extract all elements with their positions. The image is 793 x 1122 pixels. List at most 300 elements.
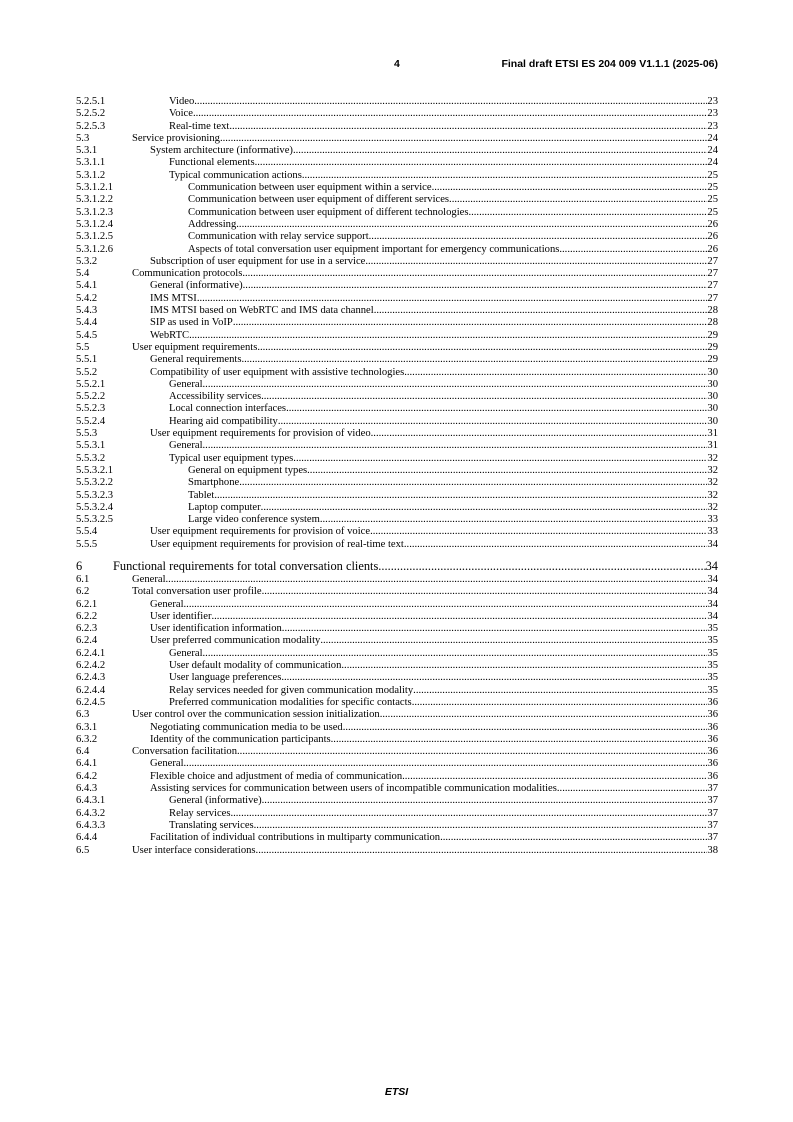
toc-entry-page: 28 xyxy=(707,305,718,317)
toc-entry-line xyxy=(150,256,718,268)
toc-entry-line xyxy=(150,832,718,844)
toc-entry-title: User equipment requirements for provision of voice xyxy=(150,526,371,538)
toc-entry-line xyxy=(188,219,718,231)
toc-entry-number: 6.2.4.3 xyxy=(76,672,106,684)
toc-entry-page: 30 xyxy=(707,378,718,390)
toc-entry-title: General xyxy=(150,598,184,610)
toc-entry-line xyxy=(150,428,718,440)
toc-entry-line xyxy=(188,244,718,256)
toc-entry-line xyxy=(150,354,718,366)
page-header xyxy=(76,58,718,74)
toc-dot-leader xyxy=(256,845,708,857)
toc-entry[interactable] xyxy=(76,820,718,832)
toc-entry-page: 38 xyxy=(707,844,718,856)
toc-entry[interactable] xyxy=(76,502,718,514)
toc-entry[interactable] xyxy=(76,660,718,672)
toc-entry-number: 5.4.3 xyxy=(76,305,98,317)
toc-entry-line xyxy=(169,685,718,697)
toc-entry-page: 35 xyxy=(707,672,718,684)
toc-entry-page: 27 xyxy=(707,268,718,280)
toc-entry-title: User identifier xyxy=(150,610,212,622)
toc-dot-leader xyxy=(404,539,708,551)
toc-entry-number: 6.4.2 xyxy=(76,770,98,782)
toc-entry-page: 36 xyxy=(707,758,718,770)
toc-entry-page: 31 xyxy=(707,428,718,440)
toc-entry-page: 35 xyxy=(707,635,718,647)
toc-dot-leader xyxy=(320,635,707,647)
toc-entry-number: 5.5.3 xyxy=(76,428,98,440)
toc-entry-page: 36 xyxy=(707,721,718,733)
toc-entry-page: 32 xyxy=(707,489,718,501)
toc-entry[interactable] xyxy=(76,170,718,182)
toc-entry[interactable] xyxy=(76,440,718,452)
toc-entry[interactable] xyxy=(76,559,718,574)
toc-entry-number: 6.5 xyxy=(76,844,90,856)
toc-entry[interactable] xyxy=(76,317,718,329)
toc-entry-title: General xyxy=(132,573,166,585)
table-of-contents xyxy=(76,96,718,857)
toc-entry-number: 6.2.4.4 xyxy=(76,684,106,696)
toc-entry-page: 34 xyxy=(707,586,718,598)
toc-entry[interactable] xyxy=(76,832,718,844)
toc-entry-title: Aspects of total conversation user equipment important for emergency communications xyxy=(188,243,560,255)
toc-dot-leader xyxy=(257,342,707,354)
toc-entry-line xyxy=(169,96,718,108)
toc-dot-leader xyxy=(262,795,708,807)
toc-entry-page: 34 xyxy=(707,610,718,622)
toc-entry[interactable] xyxy=(76,145,718,157)
toc-entry[interactable] xyxy=(76,293,718,305)
toc-dot-leader xyxy=(189,330,707,342)
toc-entry-line xyxy=(150,280,718,292)
toc-entry-title: Typical communication actions xyxy=(169,169,302,181)
toc-entry-title: General on equipment types xyxy=(188,464,308,476)
toc-entry-number: 5.5.3.1 xyxy=(76,440,106,452)
toc-entry-line xyxy=(150,367,718,379)
toc-entry-line xyxy=(132,845,718,857)
toc-entry[interactable] xyxy=(76,157,718,169)
toc-entry-title: Hearing aid compatibility xyxy=(169,415,278,427)
toc-entry-title: General (informative) xyxy=(150,280,243,292)
toc-entry-number: 5.3.1.2.1 xyxy=(76,182,114,194)
toc-entry-number: 6.2.4 xyxy=(76,635,98,647)
toc-entry[interactable] xyxy=(76,477,718,489)
toc-entry[interactable] xyxy=(76,722,718,734)
toc-entry-title: Typical user equipment types xyxy=(169,452,294,464)
toc-entry-page: 26 xyxy=(707,218,718,230)
toc-entry-line xyxy=(188,231,718,243)
toc-entry-number: 5.3.1 xyxy=(76,145,98,157)
toc-entry[interactable] xyxy=(76,635,718,647)
toc-entry-page: 37 xyxy=(707,807,718,819)
toc-entry[interactable] xyxy=(76,648,718,660)
toc-dot-leader xyxy=(341,660,707,672)
toc-entry[interactable] xyxy=(76,783,718,795)
toc-entry-title: Translating services xyxy=(169,819,254,831)
toc-entry-number: 5.5.3.2.1 xyxy=(76,464,114,476)
toc-entry-page: 28 xyxy=(707,317,718,329)
toc-dot-leader xyxy=(203,440,708,452)
toc-entry[interactable] xyxy=(76,697,718,709)
toc-entry[interactable] xyxy=(76,342,718,354)
toc-entry-number: 5.4.2 xyxy=(76,292,98,304)
toc-dot-leader xyxy=(236,219,707,231)
toc-entry-number: 5.5.2.1 xyxy=(76,378,106,390)
toc-entry-title: Functional elements xyxy=(169,157,255,169)
toc-dot-leader xyxy=(293,145,707,157)
toc-entry[interactable] xyxy=(76,354,718,366)
toc-entry-title: User default modality of communication xyxy=(169,660,342,672)
toc-entry-line xyxy=(188,514,718,526)
toc-entry-page: 36 xyxy=(707,746,718,758)
toc-dot-leader xyxy=(432,182,708,194)
toc-entry-title: General xyxy=(150,758,184,770)
toc-dot-leader xyxy=(320,514,708,526)
toc-entry-title: Communication between user equipment of different technologies xyxy=(188,206,469,218)
toc-entry-line xyxy=(169,697,718,709)
toc-entry-line xyxy=(169,795,718,807)
toc-entry[interactable] xyxy=(76,771,718,783)
toc-entry-number: 5.5.2.4 xyxy=(76,415,106,427)
toc-entry[interactable] xyxy=(76,599,718,611)
toc-entry-number: 5.4.1 xyxy=(76,280,98,292)
toc-entry[interactable] xyxy=(76,611,718,623)
toc-entry-title: Accessibility services xyxy=(169,391,262,403)
toc-entry-line xyxy=(188,502,718,514)
toc-entry-line xyxy=(150,635,718,647)
toc-entry-number: 5.3.1.2.2 xyxy=(76,194,114,206)
toc-entry[interactable] xyxy=(76,96,718,108)
toc-entry-number: 5.2.5.2 xyxy=(76,108,106,120)
toc-dot-leader xyxy=(243,280,708,292)
toc-dot-leader xyxy=(203,648,708,660)
toc-entry[interactable] xyxy=(76,121,718,133)
toc-dot-leader xyxy=(365,256,707,268)
toc-entry[interactable] xyxy=(76,490,718,502)
toc-entry-title: User identification information xyxy=(150,623,282,635)
toc-entry-page: 27 xyxy=(707,292,718,304)
toc-entry-page: 23 xyxy=(707,108,718,120)
toc-entry[interactable] xyxy=(76,526,718,538)
toc-entry-title: General xyxy=(169,440,203,452)
toc-entry-title: General xyxy=(169,647,203,659)
toc-entry-page: 36 xyxy=(707,709,718,721)
toc-entry-number: 6.2.1 xyxy=(76,598,98,610)
toc-entry-number: 5.5.4 xyxy=(76,526,98,538)
toc-entry-line xyxy=(169,121,718,133)
toc-entry[interactable] xyxy=(76,391,718,403)
toc-entry-page: 34 xyxy=(707,538,718,550)
toc-entry-line xyxy=(169,379,718,391)
toc-entry-title: Tablet xyxy=(188,489,215,501)
toc-entry-page: 35 xyxy=(707,647,718,659)
toc-dot-leader xyxy=(302,170,708,182)
toc-entry-page: 32 xyxy=(707,452,718,464)
toc-dot-leader xyxy=(343,722,708,734)
toc-dot-leader xyxy=(233,317,708,329)
toc-entry-line xyxy=(150,623,718,635)
toc-entry-page: 30 xyxy=(707,415,718,427)
toc-dot-leader xyxy=(203,379,708,391)
toc-entry[interactable] xyxy=(76,539,718,551)
toc-entry-line xyxy=(150,758,718,770)
toc-entry[interactable] xyxy=(76,207,718,219)
toc-entry-page: 33 xyxy=(707,526,718,538)
toc-dot-leader xyxy=(237,746,707,758)
toc-entry-number: 6.4 xyxy=(76,746,90,758)
toc-entry-number: 6.2.4.2 xyxy=(76,660,106,672)
toc-entry-line xyxy=(113,559,718,574)
toc-entry[interactable] xyxy=(76,305,718,317)
toc-entry[interactable] xyxy=(76,403,718,415)
toc-entry-number: 6.2.3 xyxy=(76,623,98,635)
toc-entry[interactable] xyxy=(76,219,718,231)
toc-entry[interactable] xyxy=(76,330,718,342)
toc-dot-leader xyxy=(229,121,707,133)
toc-dot-leader xyxy=(184,599,708,611)
toc-dot-leader xyxy=(241,354,707,366)
toc-entry-number: 6.3 xyxy=(76,709,90,721)
toc-entry-line xyxy=(150,611,718,623)
toc-entry-number: 5.2.5.1 xyxy=(76,96,106,107)
toc-entry-page: 32 xyxy=(707,477,718,489)
toc-entry-line xyxy=(150,734,718,746)
toc-entry[interactable] xyxy=(76,280,718,292)
toc-entry[interactable] xyxy=(76,428,718,440)
toc-entry-page: 29 xyxy=(707,341,718,353)
toc-entry-title: User equipment requirements for provision of real-time text xyxy=(150,538,404,550)
toc-entry-number: 5.3.2 xyxy=(76,255,98,267)
toc-entry-page: 32 xyxy=(707,501,718,513)
toc-entry-line xyxy=(150,526,718,538)
toc-entry-title: SIP as used in VoIP xyxy=(150,317,233,329)
toc-entry[interactable] xyxy=(76,182,718,194)
toc-entry-line xyxy=(150,722,718,734)
toc-entry-title: IMS MTSI xyxy=(150,292,197,304)
toc-entry-title: User language preferences xyxy=(169,672,282,684)
toc-entry-title: Video xyxy=(169,96,195,107)
toc-entry-number: 5.5.3.2 xyxy=(76,452,106,464)
toc-entry-line xyxy=(169,391,718,403)
toc-dot-leader xyxy=(440,832,707,844)
toc-entry-number: 5.3.1.2.4 xyxy=(76,218,114,230)
toc-dot-leader xyxy=(254,820,708,832)
toc-entry-title: WebRTC xyxy=(150,329,190,341)
toc-entry-line xyxy=(132,342,718,354)
toc-entry-number: 6.1 xyxy=(76,573,90,585)
toc-dot-leader xyxy=(413,685,707,697)
toc-entry-number: 6.2 xyxy=(76,586,90,598)
toc-entry-title: IMS MTSI based on WebRTC and IMS data channel xyxy=(150,305,374,317)
toc-entry-number: 5.5.3.2.5 xyxy=(76,514,114,526)
toc-entry-title: Service provisioning xyxy=(132,132,220,144)
toc-entry-title: Facilitation of individual contributions in multiparty communication xyxy=(150,832,441,844)
toc-entry-page: 32 xyxy=(707,464,718,476)
toc-entry-page: 33 xyxy=(707,514,718,526)
toc-dot-leader xyxy=(255,157,708,169)
toc-entry-title: Addressing xyxy=(188,218,237,230)
toc-entry-title: System architecture (informative) xyxy=(150,145,293,157)
toc-entry-line xyxy=(150,539,718,551)
toc-entry[interactable] xyxy=(76,685,718,697)
toc-dot-leader xyxy=(468,207,707,219)
toc-entry-page: 24 xyxy=(707,157,718,169)
toc-entry-line xyxy=(150,330,718,342)
toc-entry-number: 5.5.1 xyxy=(76,354,98,366)
toc-entry-number: 5.5.5 xyxy=(76,538,98,550)
toc-entry[interactable] xyxy=(76,758,718,770)
toc-entry[interactable] xyxy=(76,194,718,206)
toc-entry-line xyxy=(188,490,718,502)
toc-entry-page: 37 xyxy=(707,795,718,807)
toc-entry-number: 5.3 xyxy=(76,132,90,144)
toc-entry-title: Communication with relay service support xyxy=(188,231,369,243)
toc-entry-line xyxy=(188,465,718,477)
toc-entry-page: 35 xyxy=(707,684,718,696)
toc-dot-leader xyxy=(307,465,707,477)
toc-entry[interactable] xyxy=(76,367,718,379)
toc-entry-number: 6.4.3.2 xyxy=(76,807,106,819)
toc-dot-leader xyxy=(380,709,708,721)
toc-entry[interactable] xyxy=(76,808,718,820)
toc-entry-number: 6.4.4 xyxy=(76,832,98,844)
toc-entry[interactable] xyxy=(76,795,718,807)
toc-dot-leader xyxy=(220,133,707,145)
toc-dot-leader xyxy=(211,611,707,623)
toc-entry[interactable] xyxy=(76,845,718,857)
toc-entry-number: 6.4.3 xyxy=(76,783,98,795)
toc-entry-number: 5.3.1.2.6 xyxy=(76,243,114,255)
toc-entry-title: Identity of the communication participants xyxy=(150,733,331,745)
toc-entry-line xyxy=(132,746,718,758)
toc-entry[interactable] xyxy=(76,256,718,268)
toc-dot-leader xyxy=(449,194,707,206)
toc-entry-line xyxy=(150,145,718,157)
toc-entry-number: 6 xyxy=(76,558,83,573)
toc-entry-title: Real-time text xyxy=(169,120,230,132)
toc-entry-title: User equipment requirements xyxy=(132,341,258,353)
toc-dot-leader xyxy=(242,268,707,280)
toc-entry[interactable] xyxy=(76,416,718,428)
toc-dot-leader xyxy=(282,623,708,635)
toc-entry-page: 27 xyxy=(707,255,718,267)
toc-entry[interactable] xyxy=(76,672,718,684)
toc-dot-leader xyxy=(230,808,707,820)
toc-entry-page: 37 xyxy=(707,832,718,844)
toc-dot-leader xyxy=(262,586,708,598)
toc-entry-line xyxy=(188,182,718,194)
toc-entry[interactable] xyxy=(76,746,718,758)
toc-entry-number: 6.4.3.1 xyxy=(76,795,106,807)
toc-entry-title: Compatibility of user equipment with assistive technologies xyxy=(150,366,405,378)
toc-entry-page: 37 xyxy=(707,819,718,831)
toc-entry-page: 30 xyxy=(707,366,718,378)
toc-dot-leader xyxy=(184,758,708,770)
toc-entry[interactable] xyxy=(76,379,718,391)
toc-entry-line xyxy=(169,440,718,452)
toc-entry[interactable] xyxy=(76,231,718,243)
toc-entry[interactable] xyxy=(76,514,718,526)
toc-entry[interactable] xyxy=(76,586,718,598)
toc-entry[interactable] xyxy=(76,709,718,721)
toc-entry[interactable] xyxy=(76,133,718,145)
page-footer: ETSI xyxy=(384,1086,409,1098)
toc-entry-line xyxy=(169,157,718,169)
toc-entry-number: 5.4.4 xyxy=(76,317,98,329)
toc-entry-page: 37 xyxy=(707,783,718,795)
toc-entry-page: 25 xyxy=(707,169,718,181)
toc-entry-number: 6.3.2 xyxy=(76,733,98,745)
toc-entry-title: Communication between user equipment within a service xyxy=(188,182,432,194)
toc-entry-title: User control over the communication session initialization xyxy=(132,709,380,721)
toc-dot-leader xyxy=(214,490,707,502)
toc-entry-number: 5.3.1.2.3 xyxy=(76,206,114,218)
toc-entry[interactable] xyxy=(76,734,718,746)
toc-entry-title: Flexible choice and adjustment of media of communication xyxy=(150,770,403,782)
toc-entry[interactable] xyxy=(76,574,718,586)
toc-entry[interactable] xyxy=(76,268,718,280)
toc-entry-page: 35 xyxy=(707,660,718,672)
toc-entry-page: 27 xyxy=(707,280,718,292)
toc-entry-page: 24 xyxy=(707,132,718,144)
toc-dot-leader xyxy=(194,96,707,108)
toc-entry-page: 25 xyxy=(707,182,718,194)
toc-entry-title: General (informative) xyxy=(169,795,262,807)
toc-entry-line xyxy=(188,477,718,489)
toc-dot-leader xyxy=(404,367,707,379)
toc-entry-number: 5.5.3.2.2 xyxy=(76,477,114,489)
toc-entry-page: 36 xyxy=(707,696,718,708)
toc-dot-leader xyxy=(369,231,708,243)
toc-entry-line xyxy=(169,808,718,820)
toc-entry-line xyxy=(169,453,718,465)
toc-entry-line xyxy=(132,586,718,598)
toc-entry[interactable] xyxy=(76,623,718,635)
toc-entry[interactable] xyxy=(76,108,718,120)
toc-entry-line xyxy=(132,574,718,586)
toc-entry-number: 6.4.1 xyxy=(76,758,98,770)
toc-dot-leader xyxy=(293,453,707,465)
toc-dot-leader xyxy=(197,293,708,305)
toc-entry-line xyxy=(169,416,718,428)
toc-dot-leader xyxy=(278,416,708,428)
toc-entry-line xyxy=(169,648,718,660)
toc-entry-line xyxy=(132,709,718,721)
toc-entry-title: Communication protocols xyxy=(132,268,243,280)
toc-entry-page: 30 xyxy=(707,391,718,403)
toc-entry-line xyxy=(150,771,718,783)
toc-entry-line xyxy=(169,170,718,182)
toc-entry[interactable] xyxy=(76,465,718,477)
toc-dot-leader xyxy=(261,391,707,403)
toc-entry-title: User preferred communication modality xyxy=(150,635,321,647)
toc-entry-title: General requirements xyxy=(150,354,242,366)
toc-entry[interactable] xyxy=(76,453,718,465)
toc-dot-leader xyxy=(261,502,708,514)
toc-entry-number: 6.4.3.3 xyxy=(76,819,106,831)
toc-entry-title: Local connection interfaces xyxy=(169,403,287,415)
toc-entry-line xyxy=(169,820,718,832)
toc-entry-page: 31 xyxy=(707,440,718,452)
toc-entry-line xyxy=(150,317,718,329)
toc-entry-title: Subscription of user equipment for use in a service xyxy=(150,255,366,267)
toc-entry[interactable] xyxy=(76,244,718,256)
toc-entry-title: Conversation facilitation xyxy=(132,746,238,758)
toc-entry-page: 29 xyxy=(707,354,718,366)
toc-entry-line xyxy=(169,660,718,672)
toc-entry-line xyxy=(150,305,718,317)
toc-entry-number: 5.5.2.2 xyxy=(76,391,106,403)
